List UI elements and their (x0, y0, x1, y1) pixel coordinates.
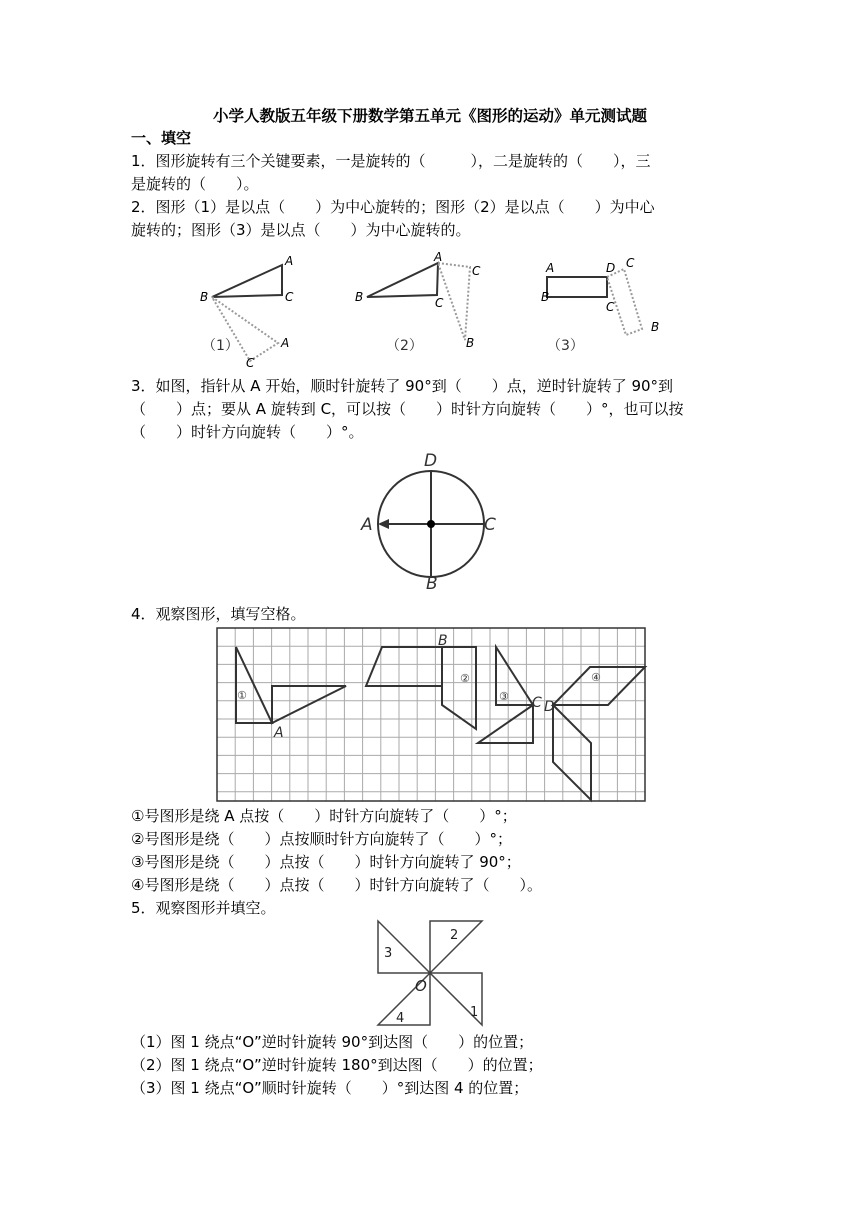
fig2-label-c: C (435, 296, 444, 310)
pinwheel-center-o: O (415, 977, 427, 995)
fig3-label-d: D (606, 261, 616, 275)
fig3-caption: （3） (547, 338, 584, 354)
fig1-label-a2: A (281, 336, 290, 350)
grid-label-circle-4: ④ (591, 671, 601, 684)
q4-grid-figure (210, 625, 650, 805)
shape-original-triangle (272, 686, 346, 723)
dial-label-b: B (426, 574, 438, 593)
pointer-arrowhead (378, 519, 389, 529)
q4-item-3: ③号图形是绕（ ）点按（ ）时针方向旋转了 90°； (131, 853, 521, 871)
shape-1-triangle (236, 647, 272, 723)
q2-line1: 2．图形（1）是以点（ ）为中心旋转的；图形（2）是以点（ ）为中心 (131, 198, 655, 216)
fig3-label-b: B (541, 290, 550, 304)
fig1-label-b: B (200, 290, 209, 304)
dial-label-a: A (361, 515, 373, 535)
pinwheel-label-4: 4 (396, 1011, 405, 1026)
grid-label-b: B (438, 633, 448, 649)
q5-item-3: （3）图 1 绕点“O”顺时针旋转（ ）°到达图 4 的位置； (131, 1079, 529, 1097)
q4-item-2: ②号图形是绕（ ）点按顺时针方向旋转了（ ）°； (131, 830, 512, 848)
q4-intro: 4．观察图形，填写空格。 (131, 605, 306, 623)
fig2-label-b2: B (466, 336, 475, 350)
fig1-triangle (212, 265, 282, 297)
fig3-label-c: C (606, 300, 615, 314)
page-title: 小学人教版五年级下册数学第五单元《图形的运动》单元测试题 (212, 107, 647, 125)
q3-line3: （ ）时针方向旋转（ ）°。 (131, 423, 364, 441)
fig1-label-c2: C (246, 356, 255, 370)
fig2-label-a: A (434, 250, 443, 264)
grid-label-circle-1: ① (237, 689, 247, 702)
grid-label-circle-2: ② (460, 672, 470, 685)
shape-2-figure (442, 647, 476, 729)
grid-label-a: A (274, 725, 284, 741)
q5-pinwheel-figure (360, 915, 500, 1035)
pinwheel-label-2: 2 (450, 928, 459, 943)
section-heading: 一、填空 (131, 129, 192, 147)
fig3-label-b2: B (651, 320, 660, 334)
dial-label-c: C (484, 515, 496, 535)
pinwheel-label-1: 1 (470, 1005, 479, 1020)
q5-intro: 5．观察图形并填空。 (131, 899, 276, 917)
q5-item-2: （2）图 1 绕点“O”逆时针旋转 180°到达图（ ）的位置； (131, 1056, 543, 1074)
fig2-label-b: B (355, 290, 364, 304)
q4-item-4: ④号图形是绕（ ）点按（ ）时针方向旋转了（ ）。 (131, 876, 542, 894)
fig3-rectangle (547, 277, 607, 297)
dial-label-d: D (424, 451, 438, 471)
fig1-label-c: C (285, 290, 294, 304)
fig3-label-a: A (546, 261, 555, 275)
fig1-label-a: A (285, 254, 294, 268)
q3-line2: （ ）点；要从 A 旋转到 C，可以按（ ）时针方向旋转（ ）°，也可以按 (131, 400, 684, 418)
pinwheel-label-3: 3 (384, 946, 393, 961)
q3-dial-figure (355, 448, 505, 593)
q1-line1: 1．图形旋转有三个关键要素，一是旋转的（ ），二是旋转的（ ），三 (131, 152, 651, 170)
grid-label-c: C (532, 695, 542, 711)
fig2-caption: （2） (386, 338, 423, 354)
grid-label-circle-3: ③ (499, 690, 509, 703)
dial-center-dot (427, 520, 435, 528)
fig2-triangle (367, 263, 438, 297)
grid-lines (217, 628, 645, 801)
q2-rotation-figures (190, 245, 680, 375)
fig3-label-c2: C (626, 256, 635, 270)
q3-line1: 3．如图，指针从 A 开始，顺时针旋转了 90°到（ ）点，逆时针旋转了 90°到 (131, 377, 674, 395)
q5-item-1: （1）图 1 绕点“O”逆时针旋转 90°到达图（ ）的位置； (131, 1033, 534, 1051)
fig1-caption: （1） (202, 338, 239, 354)
grid-label-d: D (544, 699, 555, 715)
q2-line2: 旋转的；图形（3）是以点（ ）为中心旋转的。 (131, 221, 471, 239)
shape-original-parallelogram (366, 647, 442, 686)
fig2-label-c2: C (472, 264, 481, 278)
q1-line2: 是旋转的（ ）。 (131, 175, 259, 193)
q4-item-1: ①号图形是绕 A 点按（ ）时针方向旋转了（ ）°； (131, 807, 517, 825)
